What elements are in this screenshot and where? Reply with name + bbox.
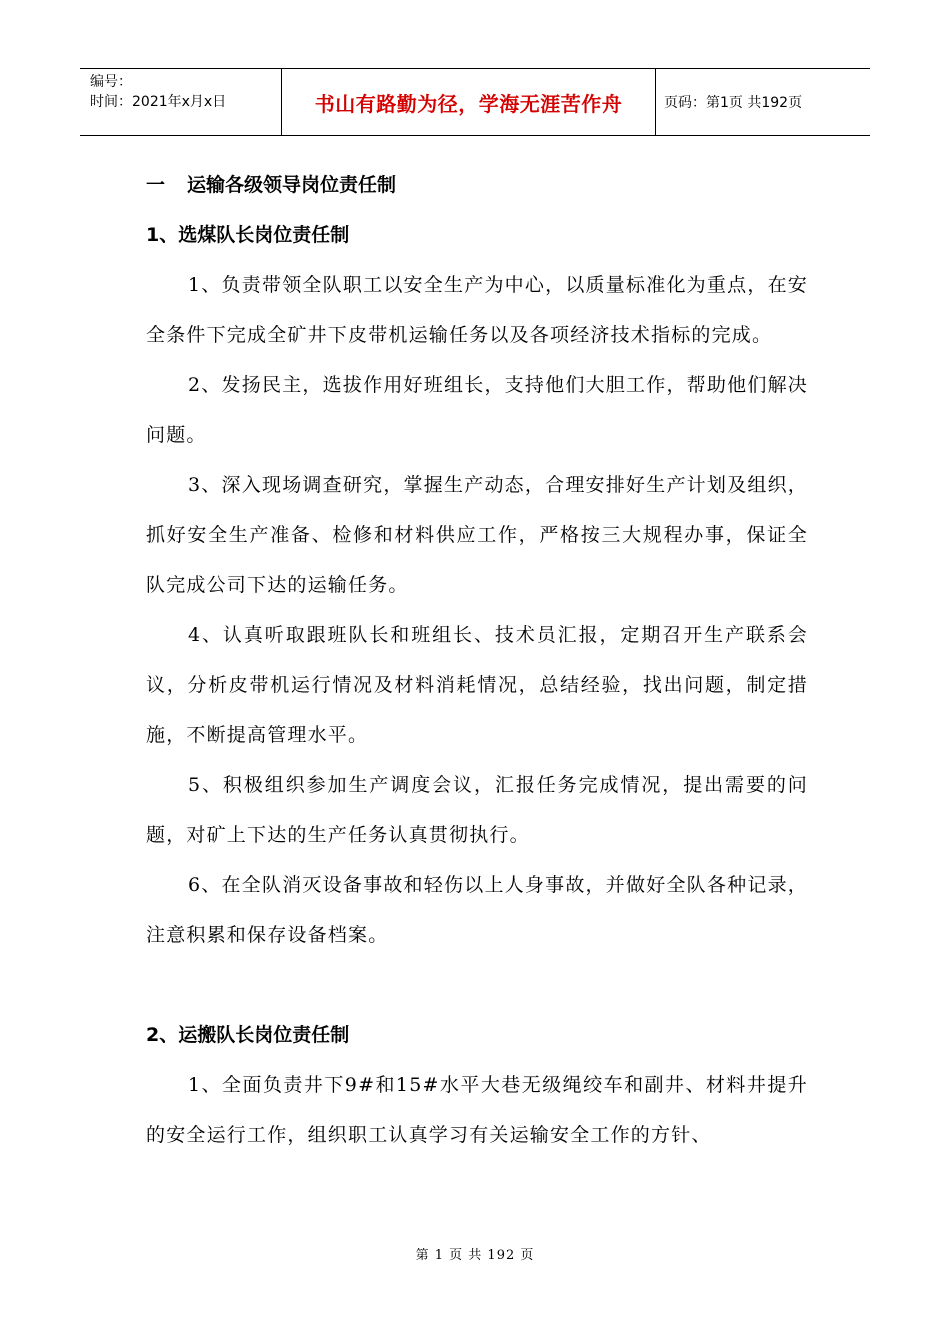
section-spacer bbox=[146, 960, 808, 1010]
paragraph: 4、认真听取跟班队长和班组长、技术员汇报，定期召开生产联系会议，分析皮带机运行情况及材料消耗情况，总结经验，找出问题，制定措施，不断提高管理水平。 bbox=[146, 624, 808, 746]
header-meta bbox=[80, 69, 282, 135]
header-motto bbox=[282, 69, 656, 135]
paragraph: 5、积极组织参加生产调度会议，汇报任务完成情况，提出需要的问题，对矿上下达的生产任务认真贯彻执行。 bbox=[146, 774, 808, 846]
chapter-number: 一 bbox=[146, 174, 166, 196]
date-label: 时间：2021年x月x日 bbox=[90, 94, 227, 110]
section-1-title: 1、选煤队长岗位责任制 bbox=[146, 224, 350, 246]
paragraph: 2、发扬民主，选拔作用好班组长，支持他们大胆工作，帮助他们解决问题。 bbox=[146, 374, 808, 446]
header-page-info bbox=[656, 69, 870, 135]
section-2-title: 2、运搬队长岗位责任制 bbox=[146, 1024, 350, 1046]
chapter-title: 运输各级领导岗位责任制 bbox=[187, 174, 397, 196]
motto-text: 书山有路勤为径，学海无涯苦作舟 bbox=[314, 91, 623, 116]
page-footer: 第 1 页 共 192 页 bbox=[415, 1248, 535, 1263]
page-info-text: 页码：第1页 共192页 bbox=[664, 95, 803, 111]
document-body bbox=[146, 160, 808, 1160]
paragraph: 6、在全队消灭设备事故和轻伤以上人身事故，并做好全队各种记录，注意积累和保存设备档案。 bbox=[146, 874, 808, 946]
paragraph: 3、深入现场调查研究，掌握生产动态，合理安排好生产计划及组织，抓好安全生产准备、检修和材料供应工作，严格按三大规程办事，保证全队完成公司下达的运输任务。 bbox=[146, 474, 808, 596]
paragraph: 1、全面负责井下9#和15#水平大巷无级绳绞车和副井、材料井提升的安全运行工作，组织职工认真学习有关运输安全工作的方针、 bbox=[146, 1074, 808, 1146]
chapter-heading bbox=[146, 160, 808, 210]
paragraph: 1、负责带领全队职工以安全生产为中心，以质量标准化为重点，在安全条件下完成全矿井下皮带机运输任务以及各项经济技术指标的完成。 bbox=[146, 274, 808, 346]
number-label: 编号： bbox=[90, 74, 132, 90]
document-header bbox=[80, 68, 870, 136]
